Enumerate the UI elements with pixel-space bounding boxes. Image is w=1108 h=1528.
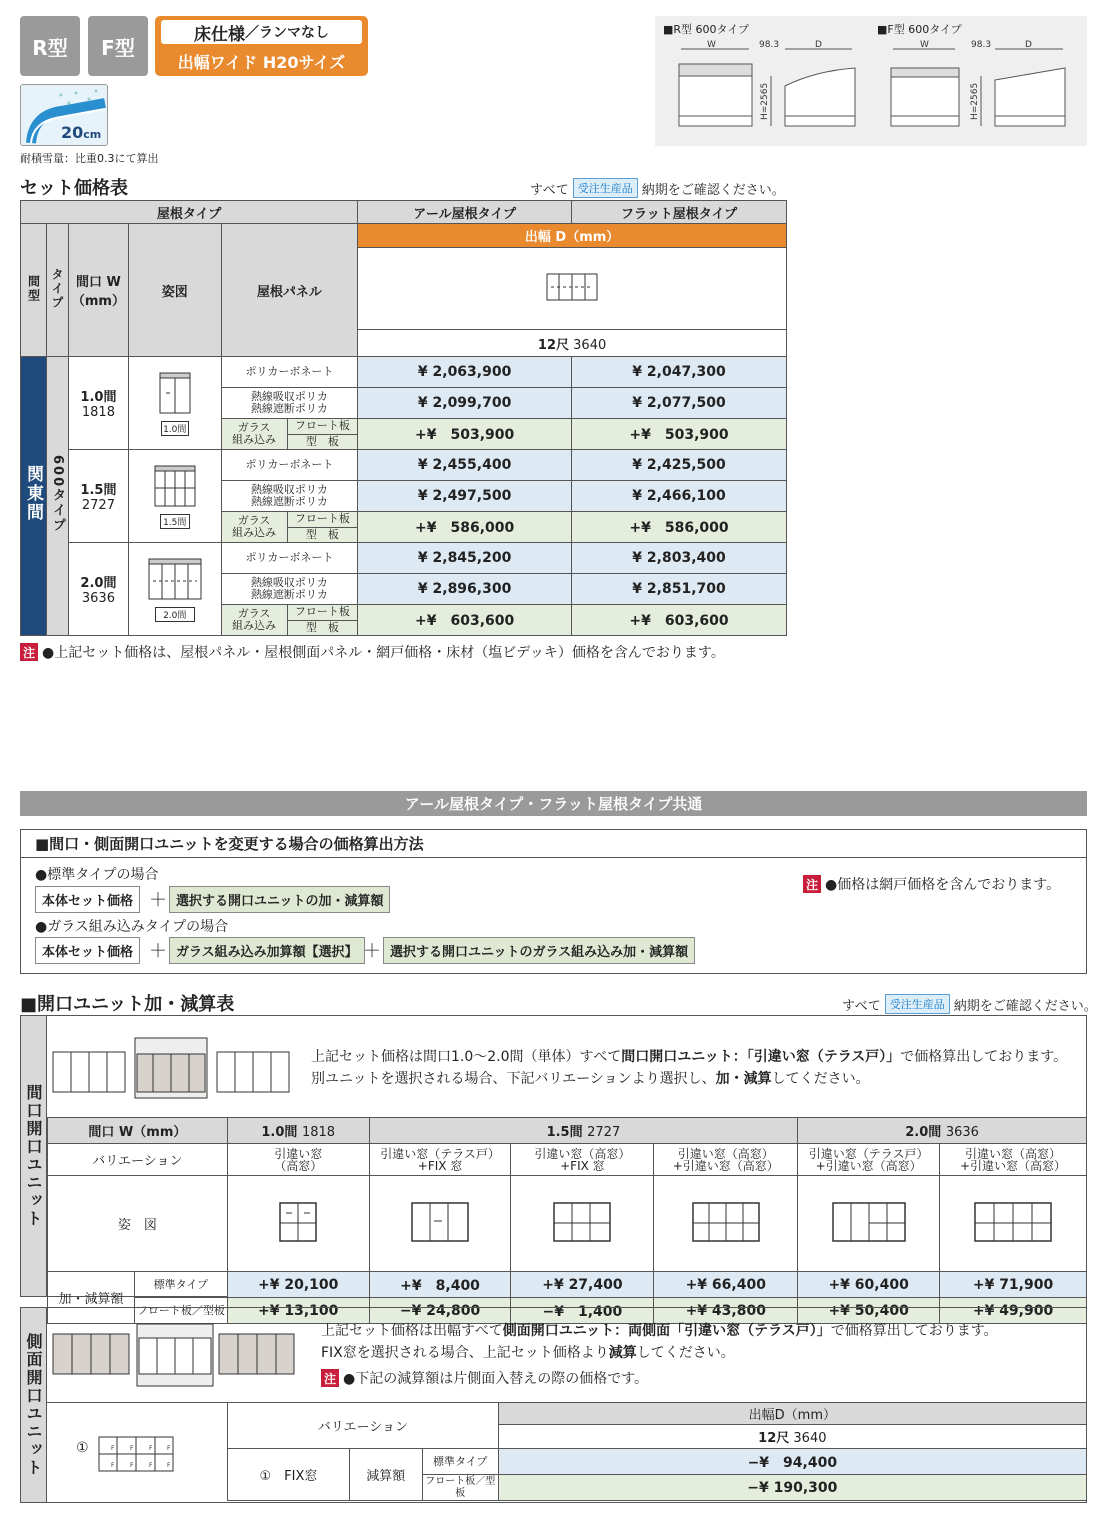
type600-label: 600タイプ — [49, 454, 65, 534]
spec-line1b: ／ランマなし — [245, 25, 329, 41]
side-note: 注 ●下記の減算額は片側面入替えの際の価格です。 — [321, 1368, 648, 1388]
svg-text:F: F — [167, 1445, 171, 1452]
unit-h-var: バリエーション — [48, 1144, 228, 1176]
side-h-sub: 減算額 — [349, 1449, 422, 1501]
price-cell: −¥ 24,800 — [369, 1298, 511, 1324]
price-cell: −¥ 1,400 — [511, 1298, 654, 1324]
price-cell: ¥ 2,845,200 — [358, 543, 572, 574]
svg-text:D: D — [815, 40, 822, 50]
unit-desc: 上記セット価格は間口1.0～2.0間（単体）すべて間口開口ユニット：「引違い窓（テラス戸）」で価格算出しております。 別ユニットを選択される場合、下記バリエーションより選択し、加・減算してください。 — [311, 1049, 1068, 1087]
price-cell: +¥ 603,600 — [572, 605, 787, 636]
price-cell: ¥ 2,466,100 — [572, 481, 787, 512]
spec-badge — [155, 16, 368, 76]
chip-unit-glass: 選択する開口ユニットのガラス組み込み加・減算額 — [383, 937, 695, 964]
panel-poly: ポリカーボネート — [221, 357, 358, 388]
svg-text:H=2565: H=2565 — [970, 82, 980, 120]
unit-h-price: 加・減算額 — [48, 1272, 135, 1324]
plus-sign: ＋ — [149, 890, 167, 911]
price-cell: ¥ 2,425,500 — [572, 450, 787, 481]
size-shaku: 12尺 — [537, 337, 570, 353]
set-note: 注 ●上記セット価格は、屋根パネル・屋根側面パネル・網戸価格・床材（塩ビデッキ）価格を含んでおります。 — [20, 642, 725, 662]
common-bar: アール屋根タイプ・フラット屋根タイプ共通 — [20, 791, 1087, 816]
row3-width: 2.0間 3636 — [68, 543, 128, 636]
unit-table: 間口 W（mm） 1.0間 1818 1.5間 2727 2.0間 3636 バリエーション 引違い窓 （高窓） 引違い窓（テラス戸） +FIX 窓 引違い窓（高窓） +FIX 窓 引違い窓（高窓） +引違い窓（高窓） 引違い窓（テラス戸） +引違い窓（高窓） 引違い窓（高窓） +引違い窓（高窓） 姿 図 加・減算額 標準タイプ +¥ 20,100 +¥ 8,400 +¥ 27,400 +¥ 66,400 +¥ 60,400 +¥ 71,900 フロート板／型板 +¥ 13,100 −¥ 24,800 −¥ 1,400 +¥ 43,800 +¥ 50,400 +¥ 49,900 — [47, 1117, 1087, 1324]
side-h-var: バリエーション — [228, 1403, 499, 1449]
chip-unit: 選択する開口ユニットの加・減算額 — [169, 886, 390, 913]
price-cell: +¥ 586,000 — [358, 512, 572, 543]
var-fig-2 — [410, 1201, 470, 1243]
row1-fig: 1.0間 — [128, 357, 221, 450]
depth-plan-icon — [546, 273, 598, 301]
side-h-dept: 出幅D（mm） — [498, 1403, 1086, 1425]
chip-body-2: 本体セット価格 — [35, 937, 140, 964]
price-cell: +¥ 50,400 — [798, 1298, 940, 1324]
fix-fig-num: ① — [76, 1440, 89, 1456]
chip-glass: ガラス組み込み加算額【選択】 — [169, 937, 365, 964]
snow-value: 20 — [61, 123, 84, 142]
f-diagram-title: ■F型 600タイプ — [877, 23, 962, 36]
set-confirm — [530, 178, 785, 198]
svg-text:F: F — [130, 1445, 134, 1452]
set-price-table: 屋根タイプ アール屋根タイプ フラット屋根タイプ 間型 タイプ 間口 W（mm） 姿図 屋根パネル 出幅 D（mm） 12尺 3640 関東間 600タイプ 1.0間 1818 1.0間 ポリカーボネート ¥ 2,063,900 ¥ 2,047,300 熱線吸収ポリカ 熱線遮断ポリカ ¥ 2,099,700 ¥ 2,077,500 ガラス 組み込み フロート板 型 板 +¥ 503,900 +¥ 503,900 1.5間 2727 1.5間 ポリカーボネート ¥ 2,455,400 ¥ 2,425,500 熱線吸収ポリカ 熱線遮断ポリカ ¥ 2,497,500 ¥ 2,466,100 ガラス 組み込み フロート板 型 板 +¥ 586,000 +¥ 586,000 2.0間 3636 2.0間 ポリカーボネート ¥ 2,845,200 ¥ 2,803,400 熱線吸収ポリカ 熱線遮断ポリカ ¥ 2,896,300 ¥ 2,851,700 ガラス 組み込み フロート板 型 板 +¥ 603,600 +¥ 603,600 — [20, 200, 787, 636]
price-cell: +¥ 13,100 — [227, 1298, 369, 1324]
svg-text:98.3: 98.3 — [971, 40, 992, 50]
unit-plan-icon — [51, 1032, 291, 1104]
price-cell: +¥ 66,400 — [654, 1272, 798, 1298]
unit-h-width: 間口 W（mm） — [48, 1118, 228, 1144]
std-case: ●標準タイプの場合 — [35, 867, 159, 883]
price-cell: +¥ 503,900 — [358, 419, 572, 450]
side-plan-icon — [51, 1320, 296, 1390]
type-diagrams — [655, 16, 1087, 146]
price-cell: ¥ 2,099,700 — [358, 388, 572, 419]
price-cell: +¥ 71,900 — [940, 1272, 1087, 1298]
plus-sign: ＋ — [149, 941, 167, 962]
price-cell: +¥ 8,400 — [369, 1272, 511, 1298]
set-confirm-pre: すべて — [530, 182, 569, 198]
var-fig-4 — [691, 1201, 761, 1243]
h-fig: 姿図 — [128, 224, 221, 357]
row3-fig: 2.0間 — [128, 543, 221, 636]
chip-body: 本体セット価格 — [35, 886, 140, 913]
h-kata: 間型 — [26, 274, 41, 303]
unit-confirm: すべて 受注生産品 納期をご確認ください。 — [842, 994, 1097, 1014]
calc-title: ■間口・側面開口ユニットを変更する場合の価格算出方法 — [21, 830, 1086, 858]
price-cell: +¥ 27,400 — [511, 1272, 654, 1298]
fix-window-label: FIX窓 — [284, 1469, 318, 1484]
set-price-title: セット価格表 — [20, 178, 128, 199]
set-confirm-post: 納期をご確認ください。 — [641, 182, 785, 198]
price-cell: +¥ 503,900 — [572, 419, 787, 450]
snow-load-icon — [20, 84, 108, 146]
price-cell: ¥ 2,455,400 — [358, 450, 572, 481]
r-type-tag: R型 — [20, 16, 80, 76]
h-panel: 屋根パネル — [221, 224, 358, 357]
fix-circle-num: ① — [259, 1469, 272, 1484]
price-cell: −¥ 190,300 — [498, 1475, 1086, 1501]
price-cell: +¥ 60,400 — [798, 1272, 940, 1298]
svg-text:F: F — [111, 1445, 115, 1452]
size-mm: 3640 — [573, 337, 607, 353]
svg-text:D: D — [1025, 40, 1032, 50]
svg-text:F: F — [149, 1445, 153, 1452]
plus-sign: ＋ — [363, 941, 381, 962]
price-cell: +¥ 49,900 — [940, 1298, 1087, 1324]
var-fig-3 — [552, 1201, 612, 1243]
spec-line2: 出幅ワイド H20サイズ — [177, 52, 346, 72]
unit-title: ■開口ユニット加・減算表 — [20, 994, 235, 1015]
h-width: 間口 W（mm） — [68, 224, 128, 357]
row2-fig: 1.5間 — [128, 450, 221, 543]
unit-h-fig: 姿 図 — [48, 1176, 228, 1272]
svg-text:F: F — [111, 1462, 115, 1469]
price-cell: −¥ 94,400 — [498, 1449, 1086, 1475]
price-cell: ¥ 2,063,900 — [358, 357, 572, 388]
svg-text:F: F — [167, 1462, 171, 1469]
spec-line1: 床仕様 — [194, 24, 245, 45]
price-cell: +¥ 20,100 — [227, 1272, 369, 1298]
row1-width: 1.0間 1818 — [68, 357, 128, 450]
price-cell: ¥ 2,047,300 — [572, 357, 787, 388]
fix-window-icon — [98, 1436, 174, 1472]
price-cell: ¥ 2,497,500 — [358, 481, 572, 512]
h-r-type: アール屋根タイプ — [358, 201, 572, 224]
calc-note: 注 ●価格は網戸価格を含んでおります。 — [803, 874, 1060, 894]
price-cell: ¥ 2,896,300 — [358, 574, 572, 605]
var-fig-6 — [973, 1201, 1053, 1243]
row2-width: 1.5間 2727 — [68, 450, 128, 543]
f-type-tag: F型 — [88, 16, 148, 76]
side-desc: 上記セット価格は出幅すべて側面開口ユニット：両側面「引違い窓（テラス戸）」で価格算出しております。 FIX窓を選択される場合、上記セット価格より減算してください。 — [321, 1323, 998, 1361]
h-type: タイプ — [49, 267, 64, 310]
r-diagram-title: ■R型 600タイプ — [663, 23, 749, 36]
var-fig-5 — [831, 1201, 907, 1243]
made-to-order-badge: 受注生産品 — [573, 178, 638, 198]
made-to-order-badge: 受注生産品 — [885, 994, 950, 1014]
price-cell: ¥ 2,077,500 — [572, 388, 787, 419]
price-cell: +¥ 603,600 — [358, 605, 572, 636]
h-dept: 出幅 D（mm） — [358, 224, 787, 248]
price-cell: ¥ 2,803,400 — [572, 543, 787, 574]
svg-text:F: F — [130, 1462, 134, 1469]
svg-text:W: W — [707, 40, 716, 50]
side-label: 側面開口ユニット — [24, 1333, 43, 1477]
price-cell: +¥ 43,800 — [654, 1298, 798, 1324]
snow-unit: cm — [83, 128, 102, 141]
svg-text:W: W — [920, 40, 929, 50]
side-table: バリエーション 出幅D（mm） 12尺 3640 ① FIX窓 減算額 標準タイプ −¥ 94,400 フロート板／型板 −¥ 190,300 — [227, 1402, 1087, 1501]
h-roof-type: 屋根タイプ — [21, 201, 358, 224]
var-fig-1 — [278, 1201, 318, 1243]
h-f-type: フラット屋根タイプ — [572, 201, 787, 224]
svg-text:F: F — [149, 1462, 153, 1469]
glass-case: ●ガラス組み込みタイプの場合 — [35, 919, 229, 935]
price-cell: ¥ 2,851,700 — [572, 574, 787, 605]
snow-note: 耐積雪量：比重0.3にて算出 — [20, 152, 159, 165]
svg-text:H=2565: H=2565 — [760, 82, 770, 120]
calc-box — [20, 829, 1087, 974]
svg-text:98.3: 98.3 — [759, 40, 780, 50]
kanto-label: 関東間 — [23, 465, 43, 522]
unit-side-label: 間口開口ユニット — [24, 1084, 43, 1228]
price-cell: +¥ 586,000 — [572, 512, 787, 543]
